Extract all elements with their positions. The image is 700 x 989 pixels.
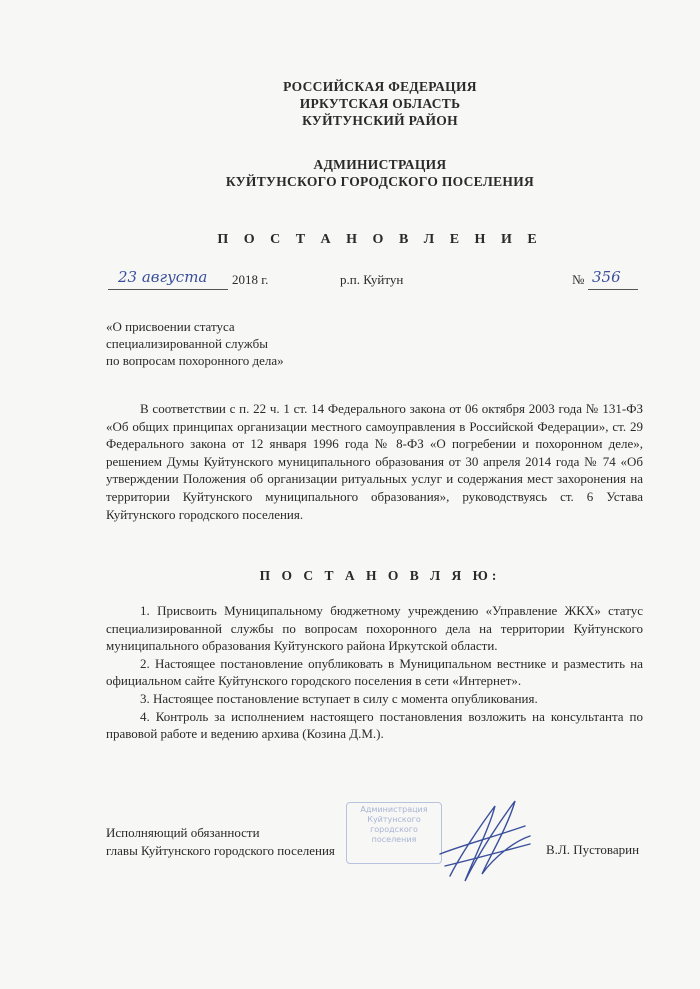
preamble-text: В соответствии с п. 22 ч. 1 ст. 14 Федерального закона от 06 октября 2003 года № 131-ФЗ «Об общих принципах организации местного самоуправления в Российской Федерации», ст. 29 Федерального закона от 12 января 1996 года № 8-ФЗ «О погребении и похоронном деле», решением Думы Куйтунского муниципального образования от 30 апреля 2014 года № 74 «Об утверждении Положения об организации ритуальных услуг и содержания мест захоронения на территории Куйтунского муниципального образования», руководствуясь ст. 6 Устава Куйтунского городского поселения. xyxy=(106,401,643,522)
handwritten-date: 23 августа xyxy=(118,268,208,286)
header-line-settlement: КУЙТУНСКОГО ГОРОДСКОГО ПОСЕЛЕНИЯ xyxy=(225,174,535,189)
preamble xyxy=(106,400,643,523)
handwritten-signature xyxy=(420,796,540,886)
subject-line: по вопросам похоронного дела» xyxy=(106,353,284,368)
header-line-region: ИРКУТСКАЯ ОБЛАСТЬ xyxy=(299,96,461,111)
signatory-name: В.Л. Пустоварин xyxy=(546,842,640,857)
document-title: П О С Т А Н О В Л Е Н И Е xyxy=(217,232,543,247)
subject-line: «О присвоении статуса xyxy=(106,319,235,334)
official-stamp: Администрация Куйтунского городского поселения xyxy=(346,802,442,864)
decree-item: 4. Контроль за исполнением настоящего постановления возложить на консультанта по правовой работе и ведению архива (Козина Д.М.). xyxy=(106,708,643,742)
header-line-district: КУЙТУНСКИЙ РАЙОН xyxy=(302,113,458,128)
decree-items xyxy=(106,602,643,743)
signatory-position xyxy=(106,824,335,860)
dateline xyxy=(0,268,700,296)
decree-item: 3. Настоящее постановление вступает в силу с момента опубликования. xyxy=(140,690,538,706)
header-administration xyxy=(0,156,700,190)
date-underline xyxy=(108,289,228,290)
decree-heading: П О С Т А Н О В Л Я Ю: xyxy=(259,568,501,583)
header-government xyxy=(0,78,700,129)
document-subject xyxy=(106,318,284,369)
number-underline xyxy=(588,289,638,290)
decree-item: 1. Присвоить Муниципальному бюджетному учреждению «Управление ЖКХ» статус специализированной службы по вопросам похоронного дела на территории Куйтунского муниципального образования Куйтунского района Иркутской области. xyxy=(106,603,643,654)
position-line: главы Куйтунского городского поселения xyxy=(106,843,335,858)
decree-item: 2. Настоящее постановление опубликовать в Муниципальном вестнике и разместить на официальном сайте Куйтунского городского поселения в сети «Интернет». xyxy=(106,655,643,689)
subject-line: специализированной службы xyxy=(106,336,268,351)
number-label: № xyxy=(572,272,585,287)
position-line: Исполняющий обязанности xyxy=(106,825,260,840)
handwritten-number: 356 xyxy=(592,268,621,286)
header-line-country: РОССИЙСКАЯ ФЕДЕРАЦИЯ xyxy=(283,79,477,94)
date-year: 2018 г. xyxy=(232,272,269,287)
place-name: р.п. Куйтун xyxy=(340,272,404,287)
header-line-admin: АДМИНИСТРАЦИЯ xyxy=(313,157,447,172)
